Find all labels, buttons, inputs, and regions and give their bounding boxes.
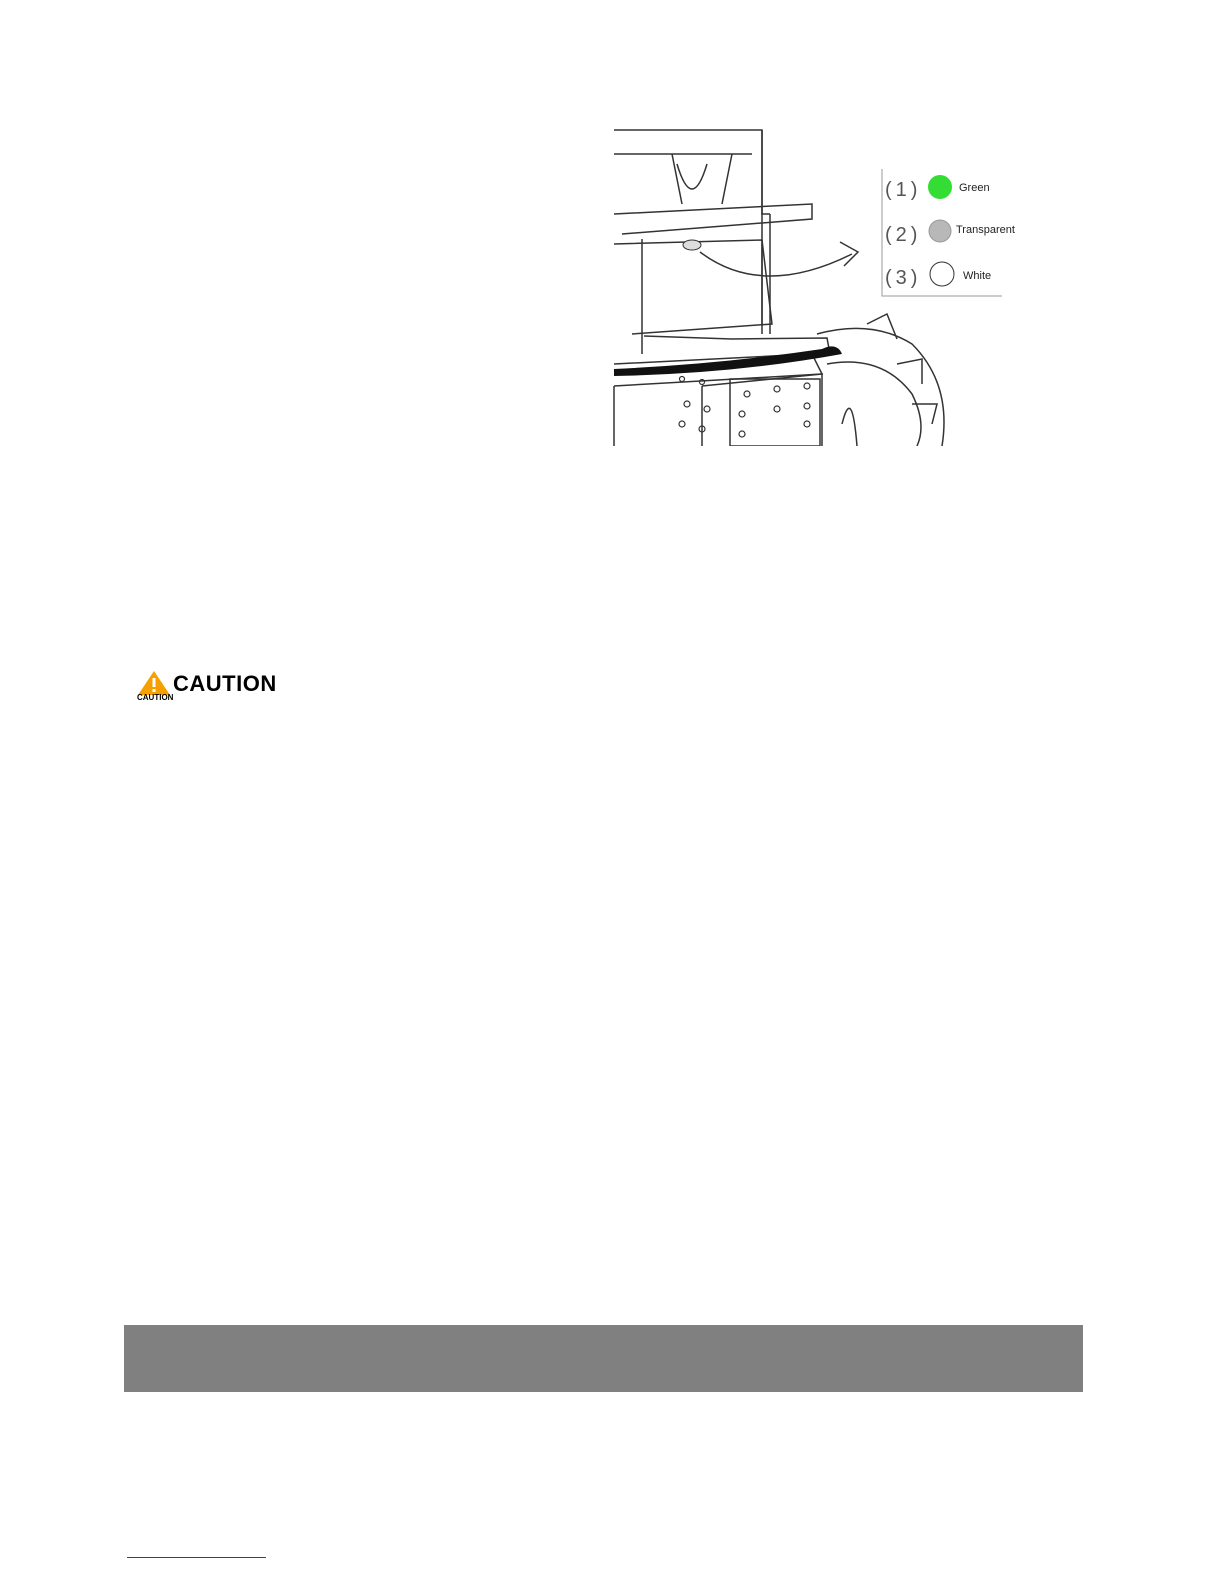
frame-holes [679, 377, 810, 438]
legend-label-white: White [963, 270, 992, 282]
legend-number-2: (2) [885, 224, 922, 246]
white-indicator-icon [930, 262, 954, 286]
transparent-indicator-icon [929, 220, 951, 242]
legend-label-transparent: Transparent [956, 224, 1015, 236]
callout-arrow [700, 252, 852, 276]
legend-label-green: Green [959, 182, 990, 194]
legend-row-1 [885, 175, 990, 201]
caution-heading [137, 670, 307, 706]
legend-row-2 [885, 220, 1015, 246]
caution-icon-label: CAUTION [137, 693, 174, 702]
legend-row-3 [885, 262, 991, 289]
footer-bar [124, 1325, 1083, 1392]
battery-indicator-figure [612, 124, 1032, 446]
legend-number-1: (1) [885, 179, 922, 201]
tractor-battery-illustration [612, 124, 1032, 446]
footer-link-underline [127, 1557, 266, 1558]
frame-drawing [614, 130, 830, 446]
tray-edge [614, 346, 842, 376]
green-indicator-icon [928, 175, 952, 199]
caution-title: CAUTION [173, 671, 277, 696]
tire-drawing [817, 314, 944, 446]
legend-number-3: (3) [885, 267, 922, 289]
